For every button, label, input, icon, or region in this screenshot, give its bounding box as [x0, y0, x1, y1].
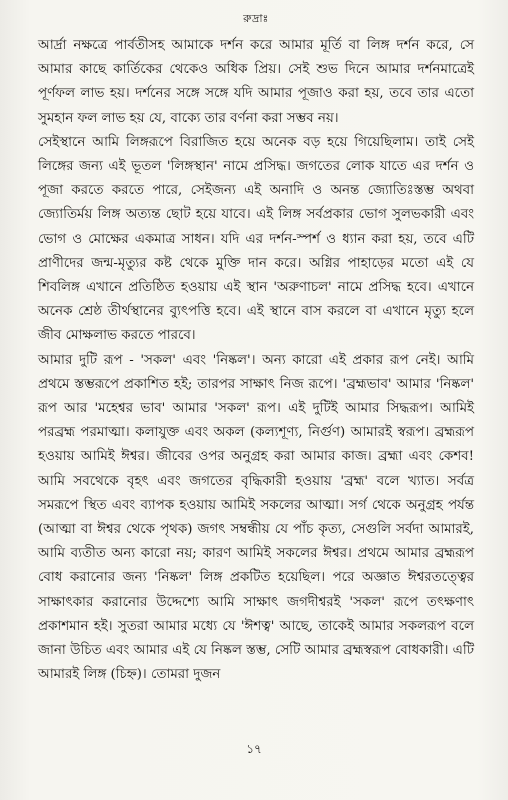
page-number: ১৭	[246, 742, 262, 756]
paragraph-1: আর্দ্রা নক্ষত্রে পার্বতীসহ আমাকে দর্শন করে আমার মূর্তি বা লিঙ্গ দর্শন করে, সে আমার কাছে কার্তিকের থেকেও অধিক প্রিয়। সেই শুভ দিনে আমার দর্শনমাত্রেই পূর্ণফল লাভ হয়। দর্শনের সঙ্গে সঙ্গে যদি আমার পূজাও করা হয়, তবে তার এতো সুমহান ফল লাভ হয় যে, বাক্যে তার বর্ণনা করা সম্ভব নয়।	[38, 38, 474, 126]
body-text	[38, 34, 474, 687]
paragraph-3: আমার দুটি রূপ - 'সকল' এবং 'নিষ্কল'। অন্য কারো এই প্রকার রূপ নেই। আমি প্রথমে স্তম্ভরূপে প্রকাশিত হই; তারপর সাক্ষাৎ নিজ রূপে। 'ব্রহ্মভাব' আমার 'নিষ্কল' রূপ আর 'মহেশ্বর ভাব' আমার 'সকল' রূপ। এই দুটিই আমার সিদ্ধরূপ। আমিই পরব্রহ্ম পরমাত্মা। কলাযুক্ত এবং অকল (কল্যশূণ্য, নির্গুণ) আমারই স্বরূপ। ব্রহ্মরূপ হওয়ায় আমিই ঈশ্বর। জীবের ওপর অনুগ্রহ করা আমার কাজ। ব্রহ্মা এবং কেশব! আমি সবথেকে বৃহৎ এবং জগতের বৃদ্ধিকারী হওয়ায় 'ব্রহ্ম' বলে খ্যাত। সর্বত্র সমরূপে স্থিত এবং ব্যাপক হওয়ায় আমিই সকলের আত্মা। সর্গ থেকে অনুগ্রহ পর্যন্ত (আত্মা বা ঈশ্বর থেকে পৃথক) জগৎ সম্বন্ধীয় যে পাঁচ কৃত্য, সেগুলি সর্বদা আমারই, আমি ব্যতীত অন্য কারো নয়; কারণ আমিই সকলের ঈশ্বর। প্রথমে আমার ব্রহ্মরূপ বোধ করানোর জন্য 'নিষ্কল' লিঙ্গ প্রকটিত হয়েছিল। পরে অজ্ঞাত ঈশ্বরতত্ত্বের সাক্ষাৎকার করানোর উদ্দেশ্যে আমি সাক্ষাৎ জগদীশ্বরই 'সকল' রূপে তৎক্ষণাৎ প্রকাশমান হই। সুতরা আমার মধ্যে যে 'ঈশত্ব' আছে, তাকেই আমার সকলরূপ বলে জানা উচিত এবং আমার এই যে নিষ্কল স্তম্ভ, সেটি আমার ব্রহ্মস্বরূপ বোধকারী। এটি আমারই লিঙ্গ (চিহ্ন)। তোমরা দুজন	[38, 352, 474, 683]
paragraph-2: সেইস্থানে আমি লিঙ্গরূপে বিরাজিত হয়ে অনেক বড় হয়ে গিয়েছিলাম। তাই সেই লিঙ্গের জন্য এই ভূতল 'লিঙ্গস্থান' নামে প্রসিদ্ধ। জগতের লোক যাতে এর দর্শন ও পূজা করতে করতে পারে, সেইজন্য এই অনাদি ও অনন্ত জ্যোতিঃস্তম্ভ অথবা জ্যোতির্ময় লিঙ্গ অত্যন্ত ছোট হয়ে যাবে। এই লিঙ্গ সর্বপ্রকার ভোগ সুলভকারী এবং ভোগ ও মোক্ষের একমাত্র সাধন। যদি এর দর্শন-স্পর্শ ও ধ্যান করা হয়, তবে এটি প্রাণীদের জন্ম-মৃত্যুর কষ্ট থেকে মুক্তি দান করে। অগ্নির পাহাড়ের মতো এই যে শিবলিঙ্গ এখানে প্রতিষ্ঠিত হওয়ায় এই স্থান 'অরুণাচল' নামে প্রসিদ্ধ হবে। এখানে অনেক শ্রেষ্ঠ তীর্থস্থানের ব্যুৎপত্তি হবে। এই স্থানে বাস করলে বা এখানে মৃত্যু হলে জীব মোক্ষলাভ করতে পারবে।	[38, 134, 474, 344]
running-title: রুদ্রাঃ	[243, 12, 269, 25]
